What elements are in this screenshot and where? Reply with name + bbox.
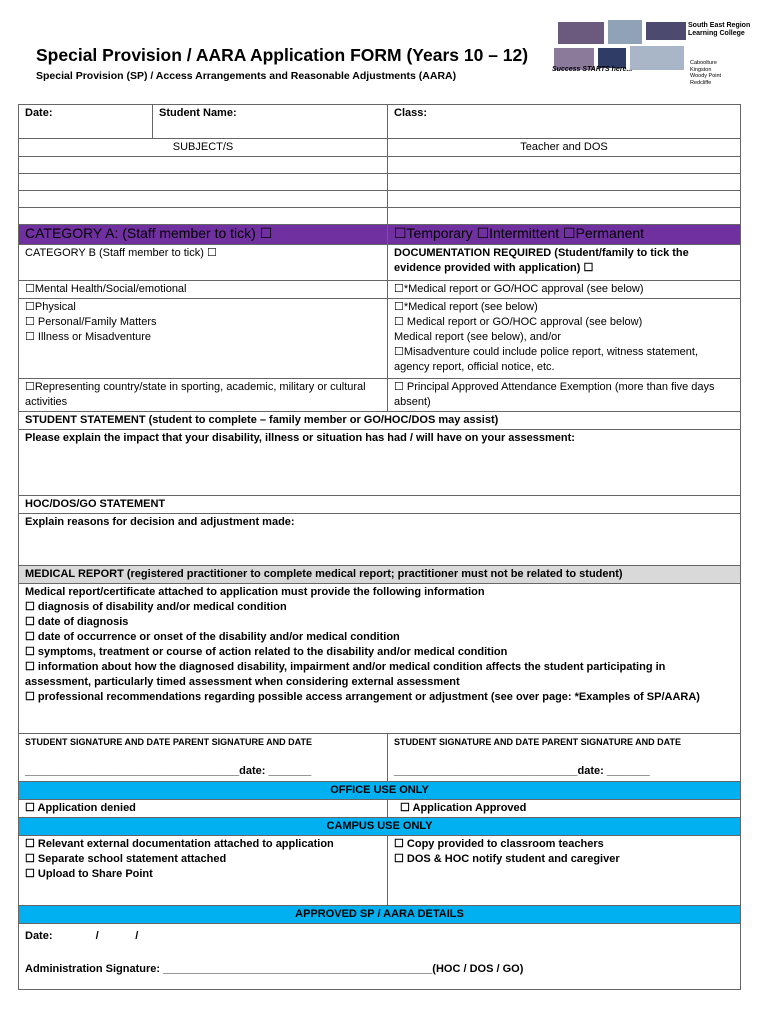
medical-item-symptoms[interactable]: ☐ symptoms, treatment or course of action related to the disability and/or medical condition <box>25 646 508 658</box>
approved-details-header: APPROVED SP / AARA DETAILS <box>19 906 741 924</box>
teacher-input[interactable] <box>388 157 741 174</box>
approved-details-body[interactable] <box>19 924 741 990</box>
category-a-options[interactable]: ☐Temporary ☐Intermittent ☐Permanent <box>388 225 741 245</box>
application-approved-option[interactable]: ☐ Application Approved <box>388 800 741 818</box>
approved-date-slashes: / / <box>95 930 139 942</box>
logo-tile <box>608 20 642 44</box>
illness-doc-text: Medical report (see below), and/or <box>394 331 561 343</box>
hoc-statement-header: HOC/DOS/GO STATEMENT <box>19 496 741 514</box>
administration-signature: Administration Signature: ____________________________________________(HOC / DOS / GO) <box>25 963 524 975</box>
teacher-header: Teacher and DOS <box>388 139 741 157</box>
logo-tile <box>630 46 684 70</box>
mental-health-doc-option[interactable]: ☐*Medical report or GO/HOC approval (see below) <box>388 281 741 299</box>
illness-option[interactable]: ☐ Illness or Misadventure <box>25 331 152 343</box>
subject-input[interactable] <box>19 208 388 225</box>
student-statement-field[interactable] <box>19 430 741 496</box>
representing-doc-option[interactable]: ☐ Principal Approved Attendance Exemption (more than five days absent) <box>388 379 741 412</box>
teacher-input[interactable] <box>388 191 741 208</box>
logo-tile <box>598 48 626 68</box>
personal-doc-option[interactable]: ☐ Medical report or GO/HOC approval (see below) <box>394 316 643 328</box>
physical-option[interactable]: ☐Physical <box>25 301 76 313</box>
subject-input[interactable] <box>19 157 388 174</box>
physical-personal-illness-docs <box>388 299 741 379</box>
form-subtitle: Special Provision (SP) / Access Arrangements and Reasonable Adjustments (AARA) <box>36 70 457 82</box>
hoc-statement-field[interactable] <box>19 514 741 566</box>
student-name-field[interactable] <box>153 105 388 139</box>
medical-item-date-diagnosis[interactable]: ☐ date of diagnosis <box>25 616 129 628</box>
hoc-statement-prompt: Explain reasons for decision and adjustment made: <box>25 516 295 528</box>
subject-input[interactable] <box>19 191 388 208</box>
medical-item-effects[interactable]: ☐ information about how the diagnosed disability, impairment and/or medical condition affects the student participating in assessment, particularly timed assessment when considering external assessment <box>25 661 666 688</box>
right-signature-block[interactable] <box>388 734 741 782</box>
mental-health-option[interactable]: ☐Mental Health/Social/emotional <box>19 281 388 299</box>
subjects-header: SUBJECT/S <box>19 139 388 157</box>
left-signature-label: STUDENT SIGNATURE AND DATE PARENT SIGNATURE AND DATE <box>25 737 312 747</box>
representing-option[interactable]: ☐Representing country/state in sporting, academic, military or cultural activities <box>19 379 388 412</box>
personal-family-option[interactable]: ☐ Personal/Family Matters <box>25 316 157 328</box>
logo-campuses: Caboolture Kingston Woody Point Redcliffe <box>690 60 722 86</box>
teacher-input[interactable] <box>388 208 741 225</box>
right-signature-label: STUDENT SIGNATURE AND DATE PARENT SIGNATURE AND DATE <box>394 737 681 747</box>
category-b-label[interactable]: CATEGORY B (Staff member to tick) ☐ <box>19 245 388 281</box>
medical-report-header: MEDICAL REPORT (registered practitioner to complete medical report; practitioner must not be related to student) <box>19 566 741 584</box>
college-logo <box>550 20 751 90</box>
medical-item-recommendations[interactable]: ☐ professional recommendations regarding possible access arrangement or adjustment (see over page: *Examples of SP/AARA) <box>25 691 700 703</box>
documentation-required[interactable]: DOCUMENTATION REQUIRED (Student/family to tick the evidence provided with application) ☐ <box>388 245 741 281</box>
teacher-input[interactable] <box>388 174 741 191</box>
class-field[interactable] <box>388 105 741 139</box>
approved-date-row <box>25 929 734 944</box>
medical-item-onset[interactable]: ☐ date of occurrence or onset of the disability and/or medical condition <box>25 631 400 643</box>
campus-left-options <box>19 836 388 906</box>
notify-student-option[interactable]: ☐ DOS & HOC notify student and caregiver <box>394 853 620 865</box>
share-point-option[interactable]: ☐ Upload to Share Point <box>25 868 153 880</box>
left-signature-block[interactable] <box>19 734 388 782</box>
campus-use-header: CAMPUS USE ONLY <box>19 818 741 836</box>
right-signature-line: ______________________________date: _______ <box>394 765 650 777</box>
logo-tile <box>558 22 604 44</box>
logo-tagline: Success STARTS here... <box>552 66 633 73</box>
campus-right-options <box>388 836 741 906</box>
application-form-table <box>18 104 741 990</box>
medical-intro: Medical report/certificate attached to application must provide the following information <box>25 586 485 598</box>
medical-report-body <box>19 584 741 734</box>
logo-tile <box>646 22 686 40</box>
left-signature-line: ___________________________________date: _______ <box>25 765 312 777</box>
student-statement-header: STUDENT STATEMENT (student to complete – family member or GO/HOC/DOS may assist) <box>19 412 741 430</box>
misadventure-doc-option[interactable]: ☐Misadventure could include police report, witness statement, agency report, official notice, etc. <box>394 346 698 373</box>
student-statement-prompt: Please explain the impact that your disability, illness or situation has had / will have on your assessment: <box>25 432 575 444</box>
school-statement-option[interactable]: ☐ Separate school statement attached <box>25 853 227 865</box>
physical-personal-illness-options <box>19 299 388 379</box>
approved-date-label: Date: <box>25 930 53 942</box>
external-documentation-option[interactable]: ☐ Relevant external documentation attached to application <box>25 838 334 850</box>
office-use-header: OFFICE USE ONLY <box>19 782 741 800</box>
date-label: Date: <box>25 107 53 119</box>
logo-college-name: South East Region Learning College <box>688 22 751 37</box>
category-a-label[interactable]: CATEGORY A: (Staff member to tick) ☐ <box>19 225 388 245</box>
date-field[interactable] <box>19 105 153 139</box>
medical-item-diagnosis[interactable]: ☐ diagnosis of disability and/or medical condition <box>25 601 287 613</box>
form-title: Special Provision / AARA Application FORM (Years 10 – 12) <box>36 45 529 65</box>
subject-input[interactable] <box>19 174 388 191</box>
copy-teachers-option[interactable]: ☐ Copy provided to classroom teachers <box>394 838 604 850</box>
class-label: Class: <box>394 107 428 119</box>
student-name-label: Student Name: <box>159 107 237 119</box>
physical-doc-option[interactable]: ☐*Medical report (see below) <box>394 301 538 313</box>
application-denied-option[interactable]: ☐ Application denied <box>19 800 388 818</box>
